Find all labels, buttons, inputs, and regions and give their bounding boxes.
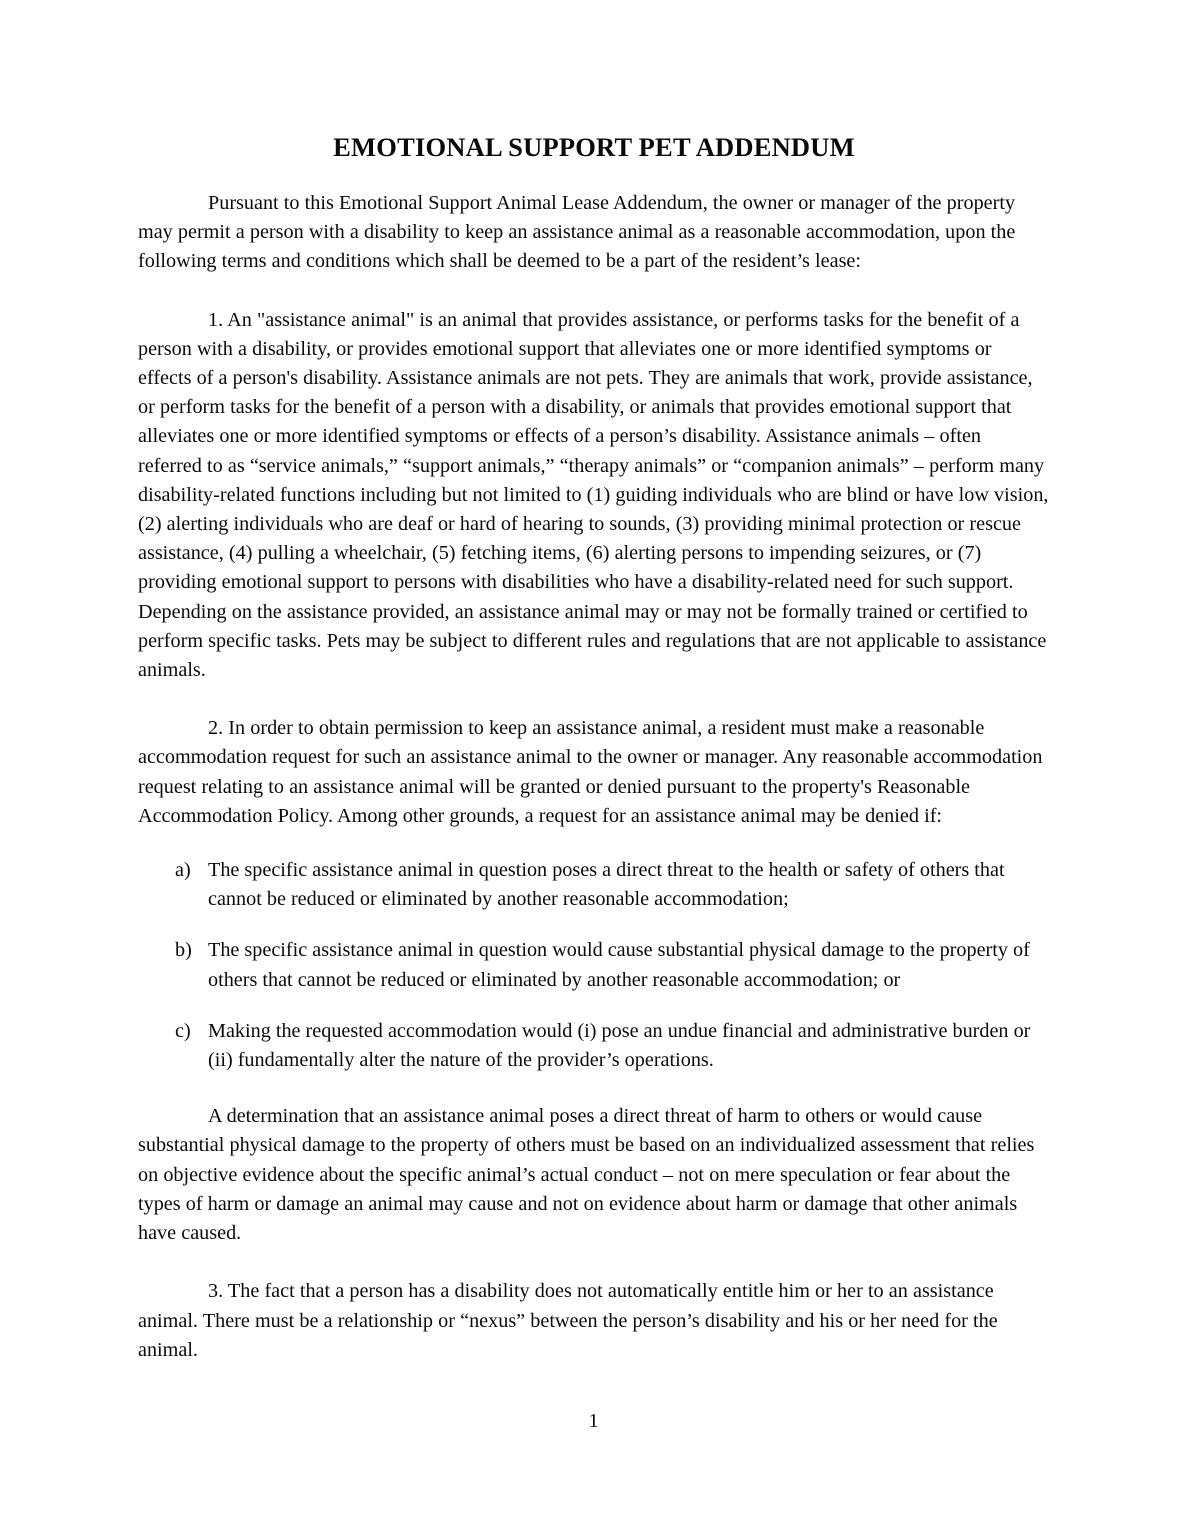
list-item-text: The specific assistance animal in question poses a direct threat to the health or safety of others that cannot be reduced or eliminated by another reasonable accommodation; xyxy=(208,859,1005,911)
list-item-text: Making the requested accommodation would (i) pose an undue financial and administrative burden or (ii) fundamentally alter the nature of the provider’s operations. xyxy=(208,1019,1031,1072)
paragraph-item-3: 3. The fact that a person has a disability does not automatically entitle him or her to an assistance animal. There must be a relationship or “nexus” between the person’s disability and his or her need for the animal. xyxy=(138,1280,998,1361)
list-item xyxy=(138,1017,1050,1075)
paragraph-determination: A determination that an assistance animal poses a direct threat of harm to others or would cause substantial physical damage to the property of others must be based on an individualized assessment that relies on objective evidence about the specific animal’s actual conduct – not on mere speculation or fear about the types of harm or damage an animal may cause and not on evidence about harm or damage that other animals have caused. xyxy=(138,1105,1035,1245)
list-item xyxy=(138,936,1050,994)
paragraph-item-1: 1. An "assistance animal" is an animal that provides assistance, or performs tasks for the benefit of a person with a disability, or provides emotional support that alleviates one or more identified symptoms or effects of a person's disability. Assistance animals are not pets. They are animals that work, provide assistance, or perform tasks for the benefit of a person with a disability, or animals that provides emotional support that alleviates one or more identified symptoms or effects of a person’s disability. Assistance animals – often referred to as “service animals,” “support animals,” “therapy animals” or “companion animals” – perform many disability-related functions including but not limited to (1) guiding individuals who are blind or have low vision, (2) alerting individuals who are deaf or hard of hearing to sounds, (3) providing minimal protection or rescue assistance, (4) pulling a wheelchair, (5) fetching items, (6) alerting persons to impending seizures, or (7) providing emotional support to persons with disabilities who have a disability-related need for such support. Depending on the assistance provided, an assistance animal may or may not be formally trained or certified to perform specific tasks. Pets may be subject to different rules and regulations that are not applicable to assistance animals. xyxy=(138,308,1049,682)
list-item-marker: a) xyxy=(175,859,191,882)
page-title: EMOTIONAL SUPPORT PET ADDENDUM xyxy=(333,132,855,162)
document-body xyxy=(138,124,1050,1365)
list-item-marker: c) xyxy=(175,1019,191,1042)
page-number: 1 xyxy=(588,1410,599,1432)
list-item-text: The specific assistance animal in question would cause substantial physical damage to the property of others that cannot be reduced or eliminated by another reasonable accommodation; or xyxy=(208,939,1030,991)
list-item-marker: b) xyxy=(175,939,192,962)
denial-grounds-list xyxy=(138,856,1050,1075)
paragraph-item-2: 2. In order to obtain permission to keep an assistance animal, a resident must make a reasonable accommodation request for such an assistance animal to the owner or manager. Any reasonable accommodation request relating to an assistance animal will be granted or denied pursuant to the property's Reasonable Accommodation Policy. Among other grounds, a request for an assistance animal may be denied if: xyxy=(138,717,1043,827)
list-item xyxy=(138,856,1050,914)
paragraph-intro: Pursuant to this Emotional Support Animal Lease Addendum, the owner or manager of the property may permit a person with a disability to keep an assistance animal as a reasonable accommodation, upon the following terms and conditions which shall be deemed to be a part of the resident’s lease: xyxy=(138,192,1016,273)
